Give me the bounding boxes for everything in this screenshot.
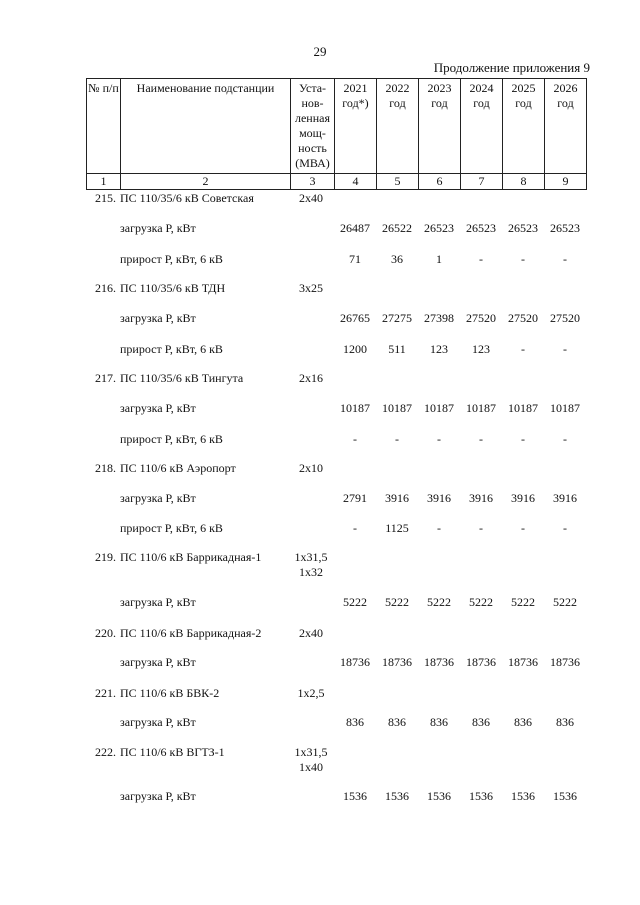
substation-row xyxy=(86,686,586,704)
substation-row xyxy=(86,626,586,644)
header-capacity: Уста-нов-ленная мощ-ность (МВА) xyxy=(291,79,335,174)
substation-name: ПС 110/6 кВ Баррикадная-1 xyxy=(120,550,262,564)
value-cell: 26523 xyxy=(466,221,496,235)
value-cell: 18736 xyxy=(382,655,412,669)
capacity-cell: 1х31,5 1х32 xyxy=(294,550,328,579)
parameter-name: загрузка Р, кВт xyxy=(120,595,196,609)
value-cell: 1200 xyxy=(343,342,367,356)
column-number: 9 xyxy=(545,174,587,190)
table-row xyxy=(86,252,586,270)
value-cell: 1536 xyxy=(553,789,577,803)
value-cell: 1536 xyxy=(469,789,493,803)
value-cell: 26765 xyxy=(340,311,370,325)
value-cell: 1536 xyxy=(343,789,367,803)
value-cell: 26522 xyxy=(382,221,412,235)
parameter-name: загрузка Р, кВт xyxy=(120,221,196,235)
parameter-name: прирост Р, кВт, 6 кВ xyxy=(120,252,223,266)
table-row xyxy=(86,401,586,419)
value-cell: 10187 xyxy=(466,401,496,415)
value-cell: 5222 xyxy=(427,595,451,609)
value-cell: - xyxy=(521,432,525,446)
value-cell: 836 xyxy=(556,715,574,729)
value-cell: 18736 xyxy=(508,655,538,669)
value-cell: - xyxy=(479,432,483,446)
parameter-name: прирост Р, кВт, 6 кВ xyxy=(120,432,223,446)
value-cell: 1125 xyxy=(385,521,409,535)
value-cell: 10187 xyxy=(340,401,370,415)
substation-row xyxy=(86,461,586,479)
value-cell: - xyxy=(437,521,441,535)
value-cell: 836 xyxy=(514,715,532,729)
row-number: 219. xyxy=(95,550,116,564)
value-cell: 2791 xyxy=(343,491,367,505)
row-number: 215. xyxy=(95,191,116,205)
value-cell: 1536 xyxy=(427,789,451,803)
value-cell: 5222 xyxy=(385,595,409,609)
capacity-cell: 2х10 xyxy=(299,461,323,475)
substation-name: ПС 110/35/6 кВ Советская xyxy=(120,191,254,205)
capacity-cell: 2х40 xyxy=(299,626,323,640)
column-number: 3 xyxy=(291,174,335,190)
value-cell: 1 xyxy=(436,252,442,266)
column-number: 1 xyxy=(87,174,121,190)
substation-row xyxy=(86,281,586,299)
value-cell: 18736 xyxy=(466,655,496,669)
value-cell: - xyxy=(479,252,483,266)
value-cell: 836 xyxy=(430,715,448,729)
value-cell: 3916 xyxy=(385,491,409,505)
parameter-name: загрузка Р, кВт xyxy=(120,311,196,325)
column-number: 8 xyxy=(503,174,545,190)
header-year: 2021 год*) xyxy=(335,79,377,174)
value-cell: 123 xyxy=(472,342,490,356)
header-name: Наименование подстанции xyxy=(121,79,291,174)
table-row xyxy=(86,221,586,239)
value-cell: - xyxy=(563,252,567,266)
value-cell: - xyxy=(563,521,567,535)
header-year: 2022 год xyxy=(377,79,419,174)
row-number: 218. xyxy=(95,461,116,475)
value-cell: 10187 xyxy=(508,401,538,415)
value-cell: 3916 xyxy=(427,491,451,505)
capacity-cell: 3х25 xyxy=(299,281,323,295)
value-cell: 3916 xyxy=(469,491,493,505)
value-cell: - xyxy=(437,432,441,446)
column-number: 2 xyxy=(121,174,291,190)
value-cell: - xyxy=(521,252,525,266)
value-cell: - xyxy=(353,432,357,446)
parameter-name: загрузка Р, кВт xyxy=(120,655,196,669)
value-cell: 26523 xyxy=(550,221,580,235)
table-row xyxy=(86,655,586,673)
value-cell: 511 xyxy=(388,342,406,356)
value-cell: 123 xyxy=(430,342,448,356)
header-year: 2024 год xyxy=(461,79,503,174)
value-cell: 36 xyxy=(391,252,403,266)
value-cell: - xyxy=(395,432,399,446)
capacity-cell: 1х31,5 1х40 xyxy=(294,745,328,774)
row-number: 217. xyxy=(95,371,116,385)
substation-row xyxy=(86,191,586,209)
value-cell: 3916 xyxy=(553,491,577,505)
table-row xyxy=(86,715,586,733)
capacity-cell: 1х2,5 xyxy=(297,686,325,700)
value-cell: 26523 xyxy=(508,221,538,235)
substation-name: ПС 110/6 кВ Аэропорт xyxy=(120,461,236,475)
table-row xyxy=(86,521,586,539)
row-number: 216. xyxy=(95,281,116,295)
value-cell: 27520 xyxy=(550,311,580,325)
parameter-name: прирост Р, кВт, 6 кВ xyxy=(120,342,223,356)
value-cell: 836 xyxy=(346,715,364,729)
value-cell: - xyxy=(521,342,525,356)
capacity-cell: 2х16 xyxy=(299,371,323,385)
value-cell: - xyxy=(521,521,525,535)
value-cell: 18736 xyxy=(424,655,454,669)
value-cell: - xyxy=(479,521,483,535)
substation-row xyxy=(86,550,586,579)
column-number: 6 xyxy=(419,174,461,190)
table-row xyxy=(86,432,586,450)
value-cell: 18736 xyxy=(340,655,370,669)
substation-row xyxy=(86,371,586,389)
column-number: 4 xyxy=(335,174,377,190)
capacity-cell: 2х40 xyxy=(299,191,323,205)
substation-name: ПС 110/35/6 кВ Тингута xyxy=(120,371,244,385)
value-cell: 26523 xyxy=(424,221,454,235)
header-year: 2023 год xyxy=(419,79,461,174)
parameter-name: прирост Р, кВт, 6 кВ xyxy=(120,521,223,535)
value-cell: 27398 xyxy=(424,311,454,325)
parameter-name: загрузка Р, кВт xyxy=(120,789,196,803)
column-number: 5 xyxy=(377,174,419,190)
value-cell: 10187 xyxy=(382,401,412,415)
substation-name: ПС 110/6 кВ БВК-2 xyxy=(120,686,220,700)
table-row xyxy=(86,789,586,807)
value-cell: 5222 xyxy=(553,595,577,609)
value-cell: 836 xyxy=(388,715,406,729)
row-number: 222. xyxy=(95,745,116,759)
value-cell: - xyxy=(563,432,567,446)
value-cell: 71 xyxy=(349,252,361,266)
value-cell: 5222 xyxy=(469,595,493,609)
parameter-name: загрузка Р, кВт xyxy=(120,715,196,729)
substation-row xyxy=(86,745,586,774)
table-row xyxy=(86,595,586,613)
value-cell: - xyxy=(563,342,567,356)
header-no: № п/п xyxy=(87,79,121,174)
value-cell: 5222 xyxy=(511,595,535,609)
row-number: 221. xyxy=(95,686,116,700)
substation-name: ПС 110/35/6 кВ ТДН xyxy=(120,281,226,295)
header-year: 2025 год xyxy=(503,79,545,174)
table-row xyxy=(86,342,586,360)
value-cell: 836 xyxy=(472,715,490,729)
substation-name: ПС 110/6 кВ Баррикадная-2 xyxy=(120,626,262,640)
parameter-name: загрузка Р, кВт xyxy=(120,491,196,505)
value-cell: 27275 xyxy=(382,311,412,325)
value-cell: 26487 xyxy=(340,221,370,235)
value-cell: 5222 xyxy=(343,595,367,609)
value-cell: 3916 xyxy=(511,491,535,505)
parameter-name: загрузка Р, кВт xyxy=(120,401,196,415)
value-cell: 27520 xyxy=(466,311,496,325)
value-cell: 27520 xyxy=(508,311,538,325)
header-table xyxy=(86,78,587,190)
table-row xyxy=(86,311,586,329)
value-cell: 1536 xyxy=(511,789,535,803)
row-number: 220. xyxy=(95,626,116,640)
value-cell: 1536 xyxy=(385,789,409,803)
substation-name: ПС 110/6 кВ ВГТЗ-1 xyxy=(120,745,225,759)
continuation-note: Продолжение приложения 9 xyxy=(433,60,590,75)
column-number: 7 xyxy=(461,174,503,190)
value-cell: 10187 xyxy=(424,401,454,415)
value-cell: 18736 xyxy=(550,655,580,669)
page-number: 29 xyxy=(313,44,327,59)
value-cell: - xyxy=(353,521,357,535)
header-year: 2026 год xyxy=(545,79,587,174)
table-row xyxy=(86,491,586,509)
value-cell: 10187 xyxy=(550,401,580,415)
